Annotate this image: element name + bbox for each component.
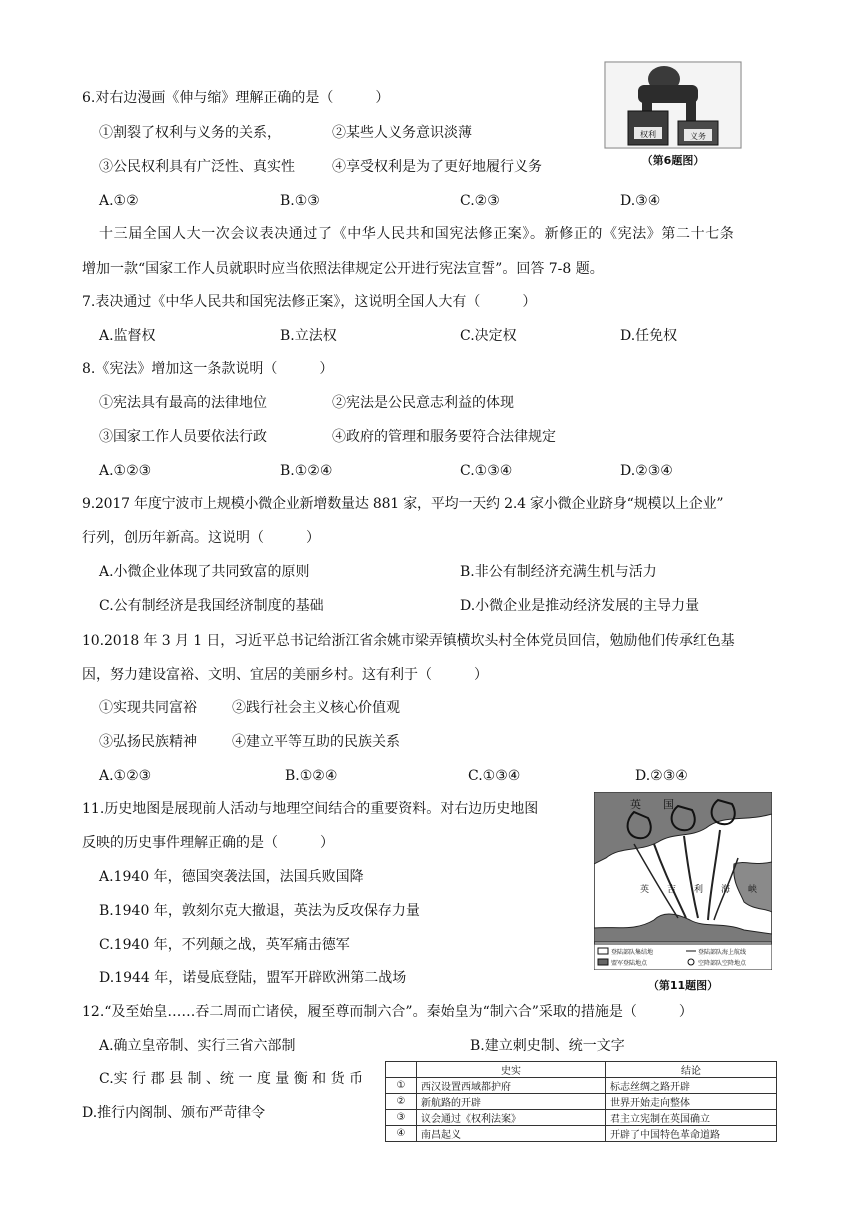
q10-option-4: ④建立平等互助的民族关系 — [232, 734, 400, 750]
table-row — [386, 1126, 777, 1142]
q8-option-2: ②宪法是公民意志利益的体现 — [332, 395, 514, 411]
q13-fact-conclusion-table — [385, 1061, 777, 1142]
table-cell-fact: 议会通过《权利法案》 — [417, 1110, 606, 1126]
q6-option-4: ④享受权利是为了更好地履行义务 — [332, 159, 542, 175]
q11-history-map — [594, 792, 772, 970]
q10-stem-line1: 10.2018 年 3 月 1 日，习近平总书记给浙江省余姚市梁弄镇横坎头村全体党员回信，勉励他们传承红色基 — [82, 633, 735, 649]
table-cell-index: ④ — [386, 1126, 417, 1142]
q10-choice-b: B.①②④ — [285, 768, 338, 784]
q8-choice-b: B.①②④ — [280, 463, 333, 479]
map-sea-label: 英 吉 利 海 峡 — [640, 885, 758, 895]
q6-figure-caption: （第6题图） — [641, 154, 705, 167]
q10-option-3: ③弘扬民族精神 — [99, 734, 197, 750]
q8-option-4: ④政府的管理和服务要符合法律规定 — [332, 429, 556, 445]
table-cell-index: ② — [386, 1094, 417, 1110]
map-legend-2: 登陆部队海上航线 — [698, 949, 747, 956]
q11-choice-c: C.1940 年，不列颠之战，英军痛击德军 — [99, 937, 350, 953]
table-cell-fact: 南昌起义 — [417, 1126, 606, 1142]
q11-stem-line2: 反映的历史事件理解正确的是（ ） — [82, 835, 334, 851]
q12-choice-c: C.实 行 郡 县 制 、统 一 度 量 衡 和 货 币 — [99, 1071, 364, 1087]
material-7-8-line1: 十三届全国人大一次会议表决通过了《中华人民共和国宪法修正案》。新修正的《宪法》第二十七条 — [99, 226, 735, 242]
q12-choice-b: B.建立刺史制、统一文字 — [470, 1038, 625, 1054]
q9-stem-line2: 行列，创历年新高。这说明（ ） — [82, 530, 320, 546]
table-header-index — [386, 1062, 417, 1078]
table-header-row — [386, 1062, 777, 1078]
table-row — [386, 1078, 777, 1094]
q7-choice-b: B.立法权 — [280, 328, 337, 344]
q10-choice-c: C.①③④ — [468, 768, 521, 784]
rights-label: 权利 — [640, 130, 656, 139]
q6-option-2: ②某些人义务意识淡薄 — [332, 125, 472, 141]
map-legend-1: 登陆部队集结地 — [611, 949, 654, 956]
duties-label: 义务 — [690, 132, 706, 141]
table-cell-conclusion: 开辟了中国特色革命道路 — [606, 1126, 777, 1142]
q6-option-3: ③公民权利具有广泛性、真实性 — [99, 159, 295, 175]
q9-stem-line1: 9.2017 年度宁波市上规模小微企业新增数量达 881 家，平均一天约 2.4 家小微企业跻身“规模以上企业” — [82, 496, 724, 512]
q8-choice-d: D.②③④ — [620, 463, 673, 479]
q11-figure-caption: （第11题图） — [647, 979, 719, 992]
q11-choice-a: A.1940 年，德国突袭法国，法国兵败国降 — [99, 869, 364, 885]
q8-option-3: ③国家工作人员要依法行政 — [99, 429, 267, 445]
q9-choice-a: A.小微企业体现了共同致富的原则 — [99, 564, 310, 580]
q10-stem-line2: 因，努力建设富裕、文明、宜居的美丽乡村。这有利于（ ） — [82, 667, 488, 683]
q8-choice-c: C.①③④ — [460, 463, 513, 479]
table-header-fact: 史实 — [417, 1062, 606, 1078]
table-cell-conclusion: 标志丝绸之路开辟 — [606, 1078, 777, 1094]
q10-option-2: ②践行社会主义核心价值观 — [232, 700, 400, 716]
q10-choice-d: D.②③④ — [635, 768, 688, 784]
q6-cartoon-figure — [604, 61, 742, 149]
q6-option-1: ①割裂了权利与义务的关系， — [99, 125, 281, 141]
q8-stem: 8.《宪法》增加这一条款说明（ ） — [82, 361, 334, 377]
q9-choice-b: B.非公有制经济充满生机与活力 — [460, 564, 657, 580]
q10-choice-a: A.①②③ — [99, 768, 152, 784]
q6-choice-c: C.②③ — [460, 193, 500, 209]
q8-choice-a: A.①②③ — [99, 463, 152, 479]
q11-map-drawing — [594, 792, 772, 970]
table-cell-index: ① — [386, 1078, 417, 1094]
q7-choice-c: C.决定权 — [460, 328, 517, 344]
q7-choice-d: D.任免权 — [620, 328, 678, 344]
q11-choice-d: D.1944 年，诺曼底登陆，盟军开辟欧洲第二战场 — [99, 970, 407, 986]
material-7-8-line2: 增加一款“国家工作人员就职时应当依照法律规定公开进行宪法宣誓”。回答 7-8 题。 — [82, 261, 604, 277]
q12-choice-a: A.确立皇帝制、实行三省六部制 — [99, 1038, 296, 1054]
q7-stem: 7.表决通过《中华人民共和国宪法修正案》，这说明全国人大有（ ） — [82, 294, 537, 310]
map-country-label: 英 国 — [630, 798, 674, 811]
q6-cartoon-drawing — [604, 61, 742, 149]
table-cell-index: ③ — [386, 1110, 417, 1126]
q6-choice-d: D.③④ — [620, 193, 661, 209]
q6-choice-b: B.①③ — [280, 193, 320, 209]
table-row — [386, 1094, 777, 1110]
q9-choice-d: D.小微企业是推动经济发展的主导力量 — [460, 598, 700, 614]
map-legend-4: 空降部队空降地点 — [698, 960, 747, 967]
table-cell-conclusion: 世界开始走向整体 — [606, 1094, 777, 1110]
q12-choice-d: D.推行内阁制、颁布严苛律令 — [82, 1105, 266, 1121]
q6-stem: 6.对右边漫画《伸与缩》理解正确的是（ ） — [82, 90, 390, 106]
q12-stem: 12.“及至始皇……吞二周而亡诸侯，履至尊而制六合”。秦始皇为“制六合”采取的措施是（ ） — [82, 1004, 693, 1020]
table-row — [386, 1110, 777, 1126]
q8-option-1: ①宪法具有最高的法律地位 — [99, 395, 267, 411]
q11-choice-b: B.1940 年，敦刻尔克大撤退，英法为反攻保存力量 — [99, 903, 420, 919]
table-header-conclusion: 结论 — [606, 1062, 777, 1078]
table-cell-fact: 新航路的开辟 — [417, 1094, 606, 1110]
table-cell-fact: 西汉设置西域都护府 — [417, 1078, 606, 1094]
q11-stem-line1: 11.历史地图是展现前人活动与地理空间结合的重要资料。对右边历史地图 — [82, 801, 539, 817]
q7-choice-a: A.监督权 — [99, 328, 156, 344]
table-cell-conclusion: 君主立宪制在英国确立 — [606, 1110, 777, 1126]
q9-choice-c: C.公有制经济是我国经济制度的基础 — [99, 598, 324, 614]
map-legend-3: 盟军登陆地点 — [611, 960, 648, 967]
q10-option-1: ①实现共同富裕 — [99, 700, 197, 716]
q6-choice-a: A.①② — [99, 193, 139, 209]
